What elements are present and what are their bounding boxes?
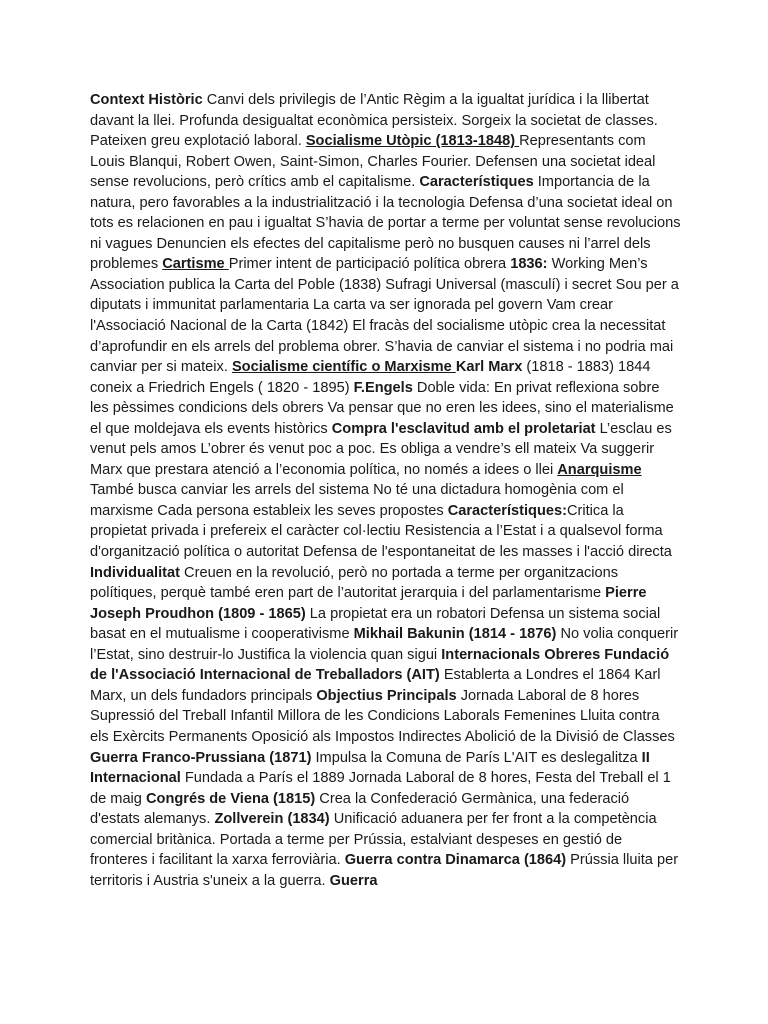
- bold-term: Guerra: [329, 872, 378, 889]
- bold-term: Individualitat: [90, 564, 180, 581]
- bold-term: Guerra contra Dinamarca (1864): [344, 852, 567, 869]
- body-text: Creuen en la revolució, però no portada a terme per organitzacions polítiques, perquè també eren part de l’autoritat jerarquia i del parlamentarisme: [90, 564, 619, 602]
- bold-term: Característiques: [419, 174, 534, 191]
- body-text: La propietat era un robatori Defensa un sistema social basat en el mutualisme i cooperativisme: [90, 605, 661, 643]
- bold-term: Mikhail Bakunin (1814 - 1876): [353, 626, 557, 643]
- bold-term: Guerra Franco-Prussiana (1871): [90, 749, 312, 766]
- body-text: Establerta a Londres el 1864 Karl Marx, un dels fundadors principals: [90, 667, 661, 704]
- section-heading: Socialisme científic o Marxisme: [231, 359, 456, 376]
- body-text: Doble vida: En privat reflexiona sobre les pèssimes condicions dels obrers Va pensar que no eren les idees, sino el materialisme el que moldejava els events històrics: [90, 379, 674, 437]
- body-text: L’esclau es venut pels amos L’obrer és venut poc a poc. Es obliga a vendre’s ell mateix Va suggerir Marx que prestara atenció a l’economia política, no només a idees o llei: [90, 420, 672, 478]
- section-heading: Cartisme: [162, 256, 229, 273]
- body-text: Working Men’s Association publica la Carta del Poble (1838) Sufragi Universal (masculí) i secret Sou per a diputats i immunitat parlamentaria La carta va ser ignorada pel govern Vam crear l'Associació Nacional de la Carta (1842) El fracàs del socialisme utòpic crea la necessitat d’aprofundir en els arrels del problema obrer. S’havia de canviar el sistema i no podria mai canviar per si mateix.: [90, 256, 679, 376]
- body-text: Unificació aduanera per fer front a la competència comercial britànica. Portada a terme per Prússia, estalviant despeses en gestió de fronteres i facilitant la xarxa ferroviària.: [90, 811, 657, 869]
- body-text: (1818 - 1883) 1844 coneix a Friedrich Engels ( 1820 - 1895): [90, 359, 651, 396]
- body-text: Critica la propietat privada i prefereix el caràcter col·lectiu Resistencia a l’Estat i a qualsevol forma d'organització política o autoritat Defensa de l'espontaneitat de les masses i l'acció directa: [90, 502, 672, 561]
- bold-term: Context Històric: [90, 92, 203, 108]
- document-body: [90, 90, 682, 891]
- bold-term: Congrés de Viena (1815): [145, 790, 316, 807]
- bold-term: Karl Marx: [455, 359, 523, 376]
- section-heading: Socialisme Utòpic (1813-1848): [305, 133, 520, 150]
- body-text: No volia conquerir l’Estat, sino destruir-lo Justifica la violencia quan sigui: [90, 626, 679, 663]
- body-text: Prússia lluita per territoris i Austria s'uneix a la guerra.: [90, 852, 679, 889]
- bold-term: Característiques:: [447, 502, 567, 519]
- body-text: Crea la Confederació Germànica, una federació d'estats alemanys.: [90, 790, 630, 828]
- body-text: Primer intent de participació política obrera: [228, 256, 511, 273]
- body-text: Importancia de la natura, pero favorables a la industrialització i la tecnologia Defensa d’una societat ideal on tots es relacionen en pau i igualtat S’havia de portar a terme per voluntat sense revolucions ni vagues Denuncien els efectes del capitalisme però no busquen causes ni l’arrel dels problemes: [90, 174, 681, 273]
- bold-term: Compra l'esclavitud amb el proletariat: [331, 420, 596, 437]
- bold-term: F.Engels: [353, 379, 413, 396]
- body-text: Representants com Louis Blanqui, Robert Owen, Saint-Simon, Charles Fourier. Defensen una societat ideal sense revolucions, però crítics amb el capitalisme.: [90, 133, 656, 191]
- bold-term: Zollverein (1834): [214, 811, 330, 828]
- body-text: Canvi dels privilegis de l’Antic Règim a la igualtat jurídica i la llibertat davant la llei. Profunda desigualtat econòmica persisteix. Sorgeix la societat de classes. Pateixen greu explotació laboral.: [90, 92, 658, 150]
- section-heading: Anarquisme: [557, 461, 642, 478]
- body-text: Jornada Laboral de 8 hores Supressió del Treball Infantil Millora de les Condicions Laborals Femenines Lluita contra els Exèrcits Permanents Oposició als Impostos Indirectes Abolició de la Divisió de Classes: [90, 687, 675, 745]
- body-text: Impulsa la Comuna de París L'AIT es deslegalitza: [311, 749, 642, 766]
- bold-term: II Internacional: [90, 749, 650, 787]
- bold-term: 1836:: [510, 256, 548, 273]
- body-text: Fundada a París el 1889 Jornada Laboral de 8 hores, Festa del Treball el 1 de maig: [90, 770, 671, 807]
- body-text: També busca canviar les arrels del sistema No té una dictadura homogènia com el marxisme Cada persona estableix les seves propostes: [90, 482, 624, 519]
- bold-term: Internacionals Obreres Fundació de l'Associació Internacional de Treballadors (AIT): [90, 646, 670, 684]
- bold-term: Pierre Joseph Proudhon (1809 - 1865): [90, 585, 647, 622]
- bold-term: Objectius Principals: [316, 687, 457, 704]
